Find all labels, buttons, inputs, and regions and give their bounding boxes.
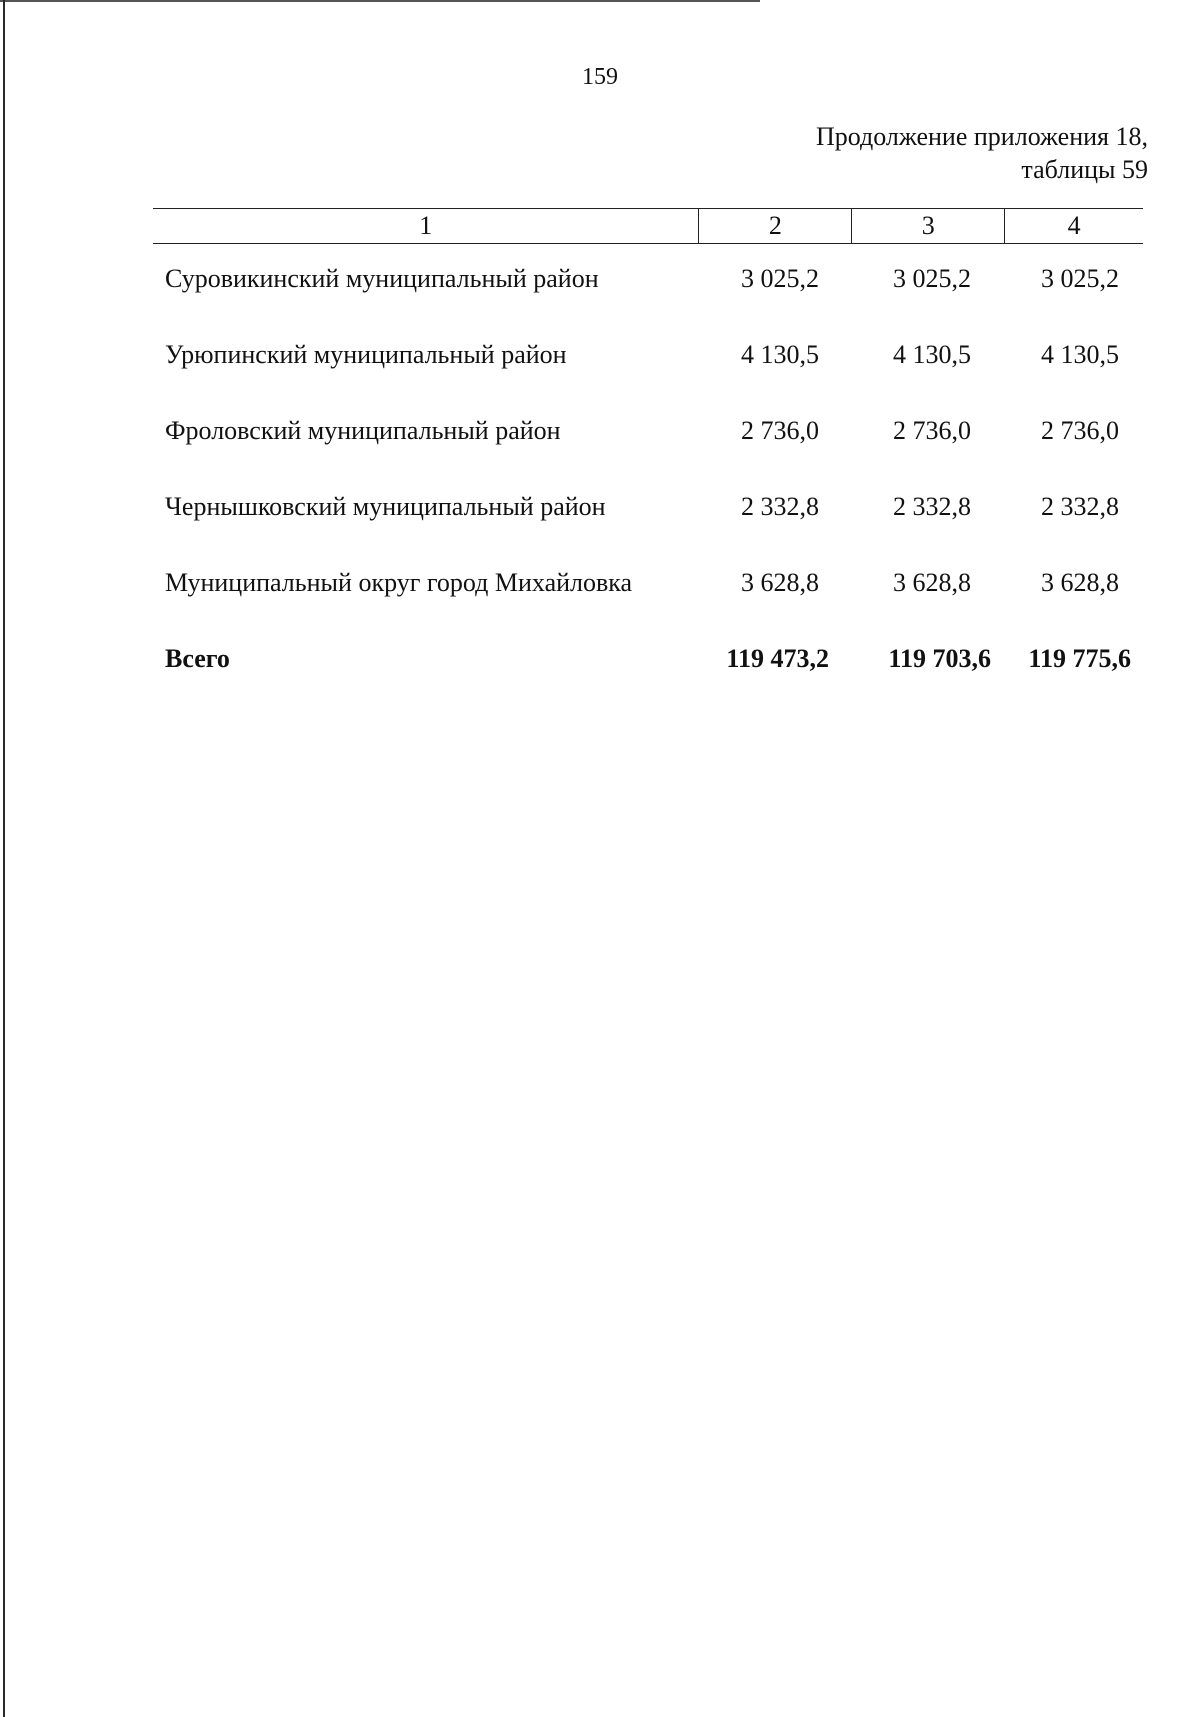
row-value-col4: 2 332,8: [1041, 492, 1119, 521]
table-body: [153, 264, 1143, 720]
row-name: Суровикинский муниципальный район: [165, 264, 599, 293]
total-label: Всего: [165, 644, 230, 673]
row-value-col2: 4 130,5: [741, 340, 819, 369]
row-value-col3: 2 332,8: [893, 492, 971, 521]
row-value-col4: 2 736,0: [1041, 416, 1119, 445]
column-header-2: 2: [698, 209, 851, 243]
row-name: Муниципальный округ город Михайловка: [165, 568, 633, 597]
scan-edge-top: [0, 0, 760, 2]
continuation-note: [816, 120, 1148, 186]
row-name: Чернышковский муниципальный район: [165, 492, 606, 521]
total-value-col2: 119 473,2: [726, 644, 829, 673]
row-value-col4: 3 025,2: [1041, 264, 1119, 293]
row-value-col3: 3 025,2: [893, 264, 971, 293]
column-header-4: 4: [1004, 209, 1143, 243]
row-value-col4: 4 130,5: [1041, 340, 1119, 369]
row-value-col3: 4 130,5: [893, 340, 971, 369]
continuation-line-2: таблицы 59: [1021, 155, 1148, 184]
table-row: [153, 568, 1143, 644]
table-row: [153, 340, 1143, 416]
row-value-col2: 3 628,8: [741, 568, 819, 597]
row-name: Урюпинский муниципальный район: [165, 340, 567, 369]
column-header-3: 3: [851, 209, 1004, 243]
table-total-row: [153, 644, 1143, 720]
scan-edge-left: [3, 0, 5, 1717]
row-value-col2: 3 025,2: [741, 264, 819, 293]
row-value-col3: 3 628,8: [893, 568, 971, 597]
table-row: [153, 492, 1143, 568]
table-row: [153, 264, 1143, 340]
row-name: Фроловский муниципальный район: [165, 416, 561, 445]
continuation-line-1: Продолжение приложения 18,: [815, 122, 1148, 151]
row-value-col2: 2 736,0: [741, 416, 819, 445]
page-number: 159: [582, 64, 618, 90]
row-value-col3: 2 736,0: [893, 416, 971, 445]
total-value-col3: 119 703,6: [888, 644, 991, 673]
total-value-col4: 119 775,6: [1028, 644, 1131, 673]
table-row: [153, 416, 1143, 492]
row-value-col2: 2 332,8: [741, 492, 819, 521]
column-header-1: 1: [419, 211, 433, 240]
row-value-col4: 3 628,8: [1041, 568, 1119, 597]
table-column-header-row: [153, 208, 1143, 244]
